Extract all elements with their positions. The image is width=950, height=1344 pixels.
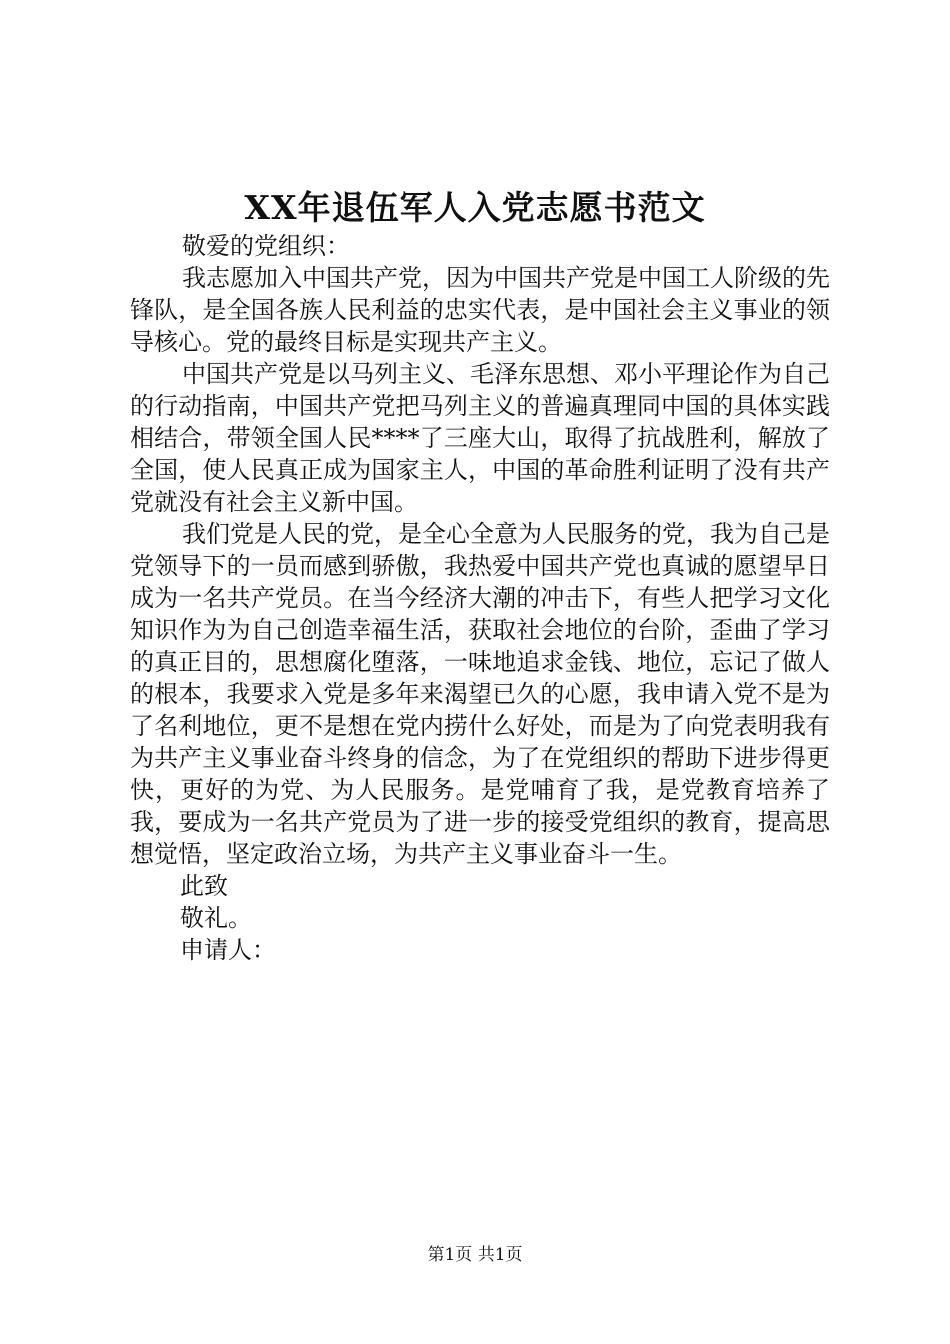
paragraph-2: 中国共产党是以马列主义、毛泽东思想、邓小平理论作为自己的行动指南，中国共产党把马列主义的普遍真理同中国的具体实践相结合，带领全国人民****了三座大山，取得了抗战胜利，解放了全国，使人民真正成为国家主人，中国的革命胜利证明了没有共产党就没有社会主义新中国。 bbox=[130, 360, 830, 516]
document-body bbox=[130, 230, 830, 966]
closing-salute: 敬礼。 bbox=[180, 904, 252, 932]
document-title: XX年退伍军人入党志愿书范文 bbox=[244, 188, 706, 227]
applicant-signature: 申请人： bbox=[180, 936, 276, 964]
paragraph-3: 我们党是人民的党，是全心全意为人民服务的党，我为自己是党领导下的一员而感到骄傲，我热爱中国共产党也真诚的愿望早日成为一名共产党员。在当今经济大潮的冲击下，有些人把学习文化知识作为为自己创造幸福生活，获取社会地位的台阶，歪曲了学习的真正目的，思想腐化堕落，一味地追求金钱、地位，忘记了做人的根本，我要求入党是多年来渴望已久的心愿，我申请入党不是为了名利地位，更不是想在党内捞什么好处，而是为了向党表明我有为共产主义事业奋斗终身的信念，为了在党组织的帮助下进步得更快，更好的为党、为人民服务。是党哺育了我，是党教育培养了我，要成为一名共产党员为了进一步的接受党组织的教育，提高思想觉悟，坚定政治立场，为共产主义事业奋斗一生。 bbox=[130, 520, 830, 868]
paragraph-1: 我志愿加入中国共产党，因为中国共产党是中国工人阶级的先锋队，是全国各族人民利益的忠实代表，是中国社会主义事业的领导核心。党的最终目标是实现共产主义。 bbox=[130, 264, 830, 356]
page-number-footer: 第1页 共1页 bbox=[427, 1245, 523, 1265]
closing-greeting: 此致 bbox=[180, 872, 228, 900]
salutation: 敬爱的党组织： bbox=[182, 232, 350, 260]
